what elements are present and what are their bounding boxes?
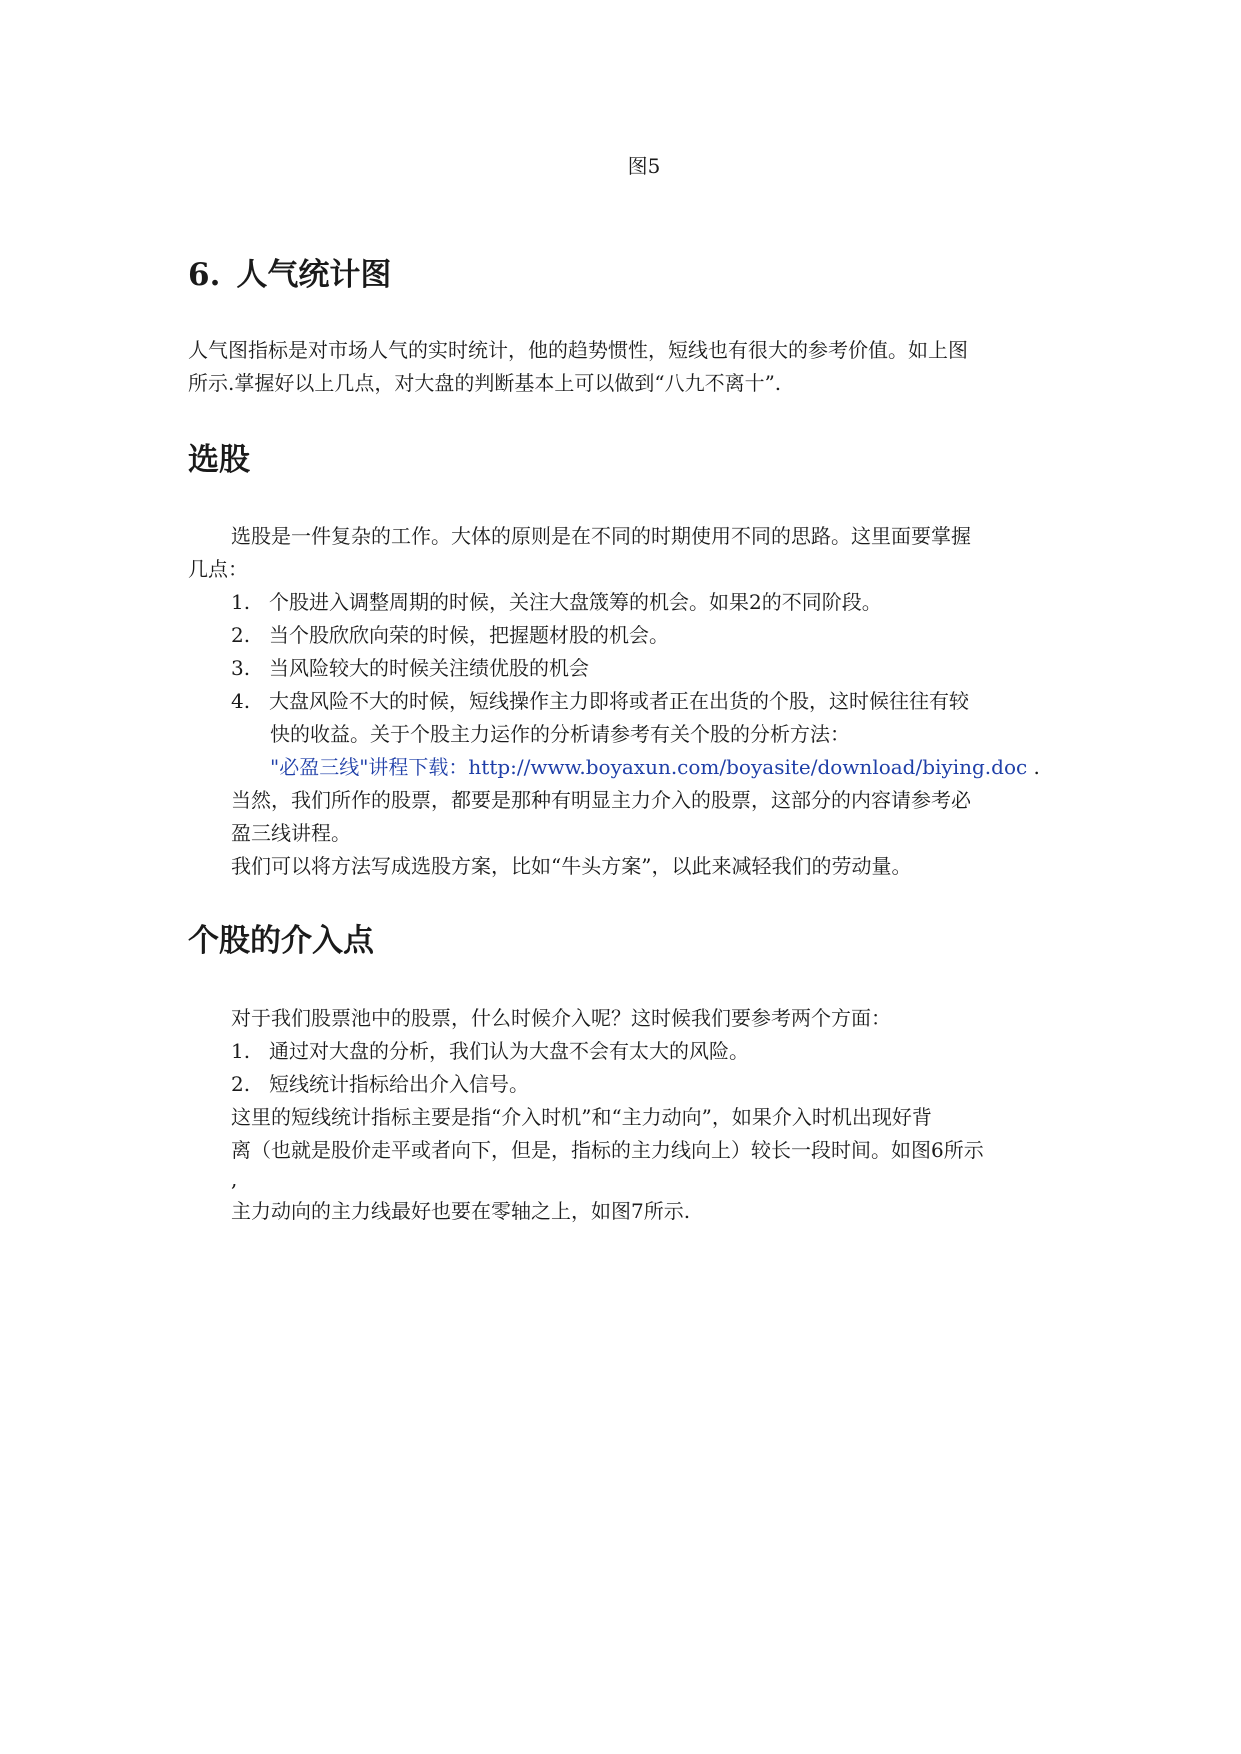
course-download-url[interactable]: http://www.boyaxun.com/boyasite/download/biying.doc xyxy=(468,755,1028,779)
section-6-paragraph-line: 所示.掌握好以上几点，对大盘的判断基本上可以做到“八九不离十”. xyxy=(188,371,782,395)
list-item-text: 大盘风险不大的时候，短线操作主力即将或者正在出货的个股，这时候往往有较 xyxy=(269,689,969,713)
stock-selection-note-line: 当然，我们所作的股票，都要是那种有明显主力介入的股票，这部分的内容请参考必 xyxy=(231,788,971,812)
list-item-text: 当个股欣欣向荣的时候，把握题材股的机会。 xyxy=(269,623,669,647)
entry-point-body-line: 这里的短线统计指标主要是指“介入时机”和“主力动向”，如果介入时机出现好背 xyxy=(231,1105,932,1129)
list-item xyxy=(231,1038,749,1064)
list-item-continuation: 快的收益。关于个股主力运作的分析请参考有关个股的分析方法： xyxy=(270,722,850,746)
entry-point-body-line: 主力动向的主力线最好也要在零轴之上，如图7所示. xyxy=(231,1199,691,1223)
figure-caption: 图5 xyxy=(627,154,661,178)
entry-point-heading: 个股的介入点 xyxy=(188,923,374,959)
list-item xyxy=(231,1071,529,1097)
list-item-number: 2. xyxy=(231,623,251,647)
list-item xyxy=(231,655,589,681)
list-item xyxy=(231,589,882,615)
section-6-paragraph-line: 人气图指标是对市场人气的实时统计，他的趋势惯性，短线也有很大的参考价值。如上图 xyxy=(188,338,968,362)
list-item-text: 通过对大盘的分析，我们认为大盘不会有太大的风险。 xyxy=(269,1039,749,1063)
link-suffix: . xyxy=(1027,755,1040,779)
section-6-title: 人气统计图 xyxy=(236,257,392,293)
stock-selection-note-line: 我们可以将方法写成选股方案，比如“牛头方案”，以此来减轻我们的劳动量。 xyxy=(231,854,912,878)
list-item xyxy=(231,622,669,648)
stock-selection-intro-line: 几点： xyxy=(188,557,248,581)
stock-selection-heading: 选股 xyxy=(188,442,250,478)
section-6-number: 6. xyxy=(188,257,221,293)
list-item-number: 3. xyxy=(231,656,251,680)
section-6-heading xyxy=(188,255,391,295)
entry-point-body-line: 离（也就是股价走平或者向下，但是，指标的主力线向上）较长一段时间。如图6所示 xyxy=(231,1138,984,1162)
course-download-link[interactable] xyxy=(270,754,1040,780)
list-item-number: 1. xyxy=(231,1039,251,1063)
list-item-number: 2. xyxy=(231,1072,251,1096)
stock-selection-intro-line: 选股是一件复杂的工作。大体的原则是在不同的时期使用不同的思路。这里面要掌握 xyxy=(231,524,971,548)
list-item-text: 短线统计指标给出介入信号。 xyxy=(269,1072,529,1096)
list-item xyxy=(231,688,969,714)
list-item-text: 个股进入调整周期的时候，关注大盘筬筹的机会。如果2的不同阶段。 xyxy=(269,590,882,614)
stock-selection-note-line: 盈三线讲程。 xyxy=(231,821,351,845)
list-item-number: 1. xyxy=(231,590,251,614)
entry-point-intro: 对于我们股票池中的股票，什么时候介入呢？这时候我们要参考两个方面： xyxy=(231,1006,891,1030)
list-item-text: 当风险较大的时候关注绩优股的机会 xyxy=(269,656,589,680)
list-item-number: 4. xyxy=(231,689,251,713)
course-download-label: "必盈三线"讲程下载： xyxy=(270,755,469,779)
entry-point-body-line: , xyxy=(231,1167,238,1191)
